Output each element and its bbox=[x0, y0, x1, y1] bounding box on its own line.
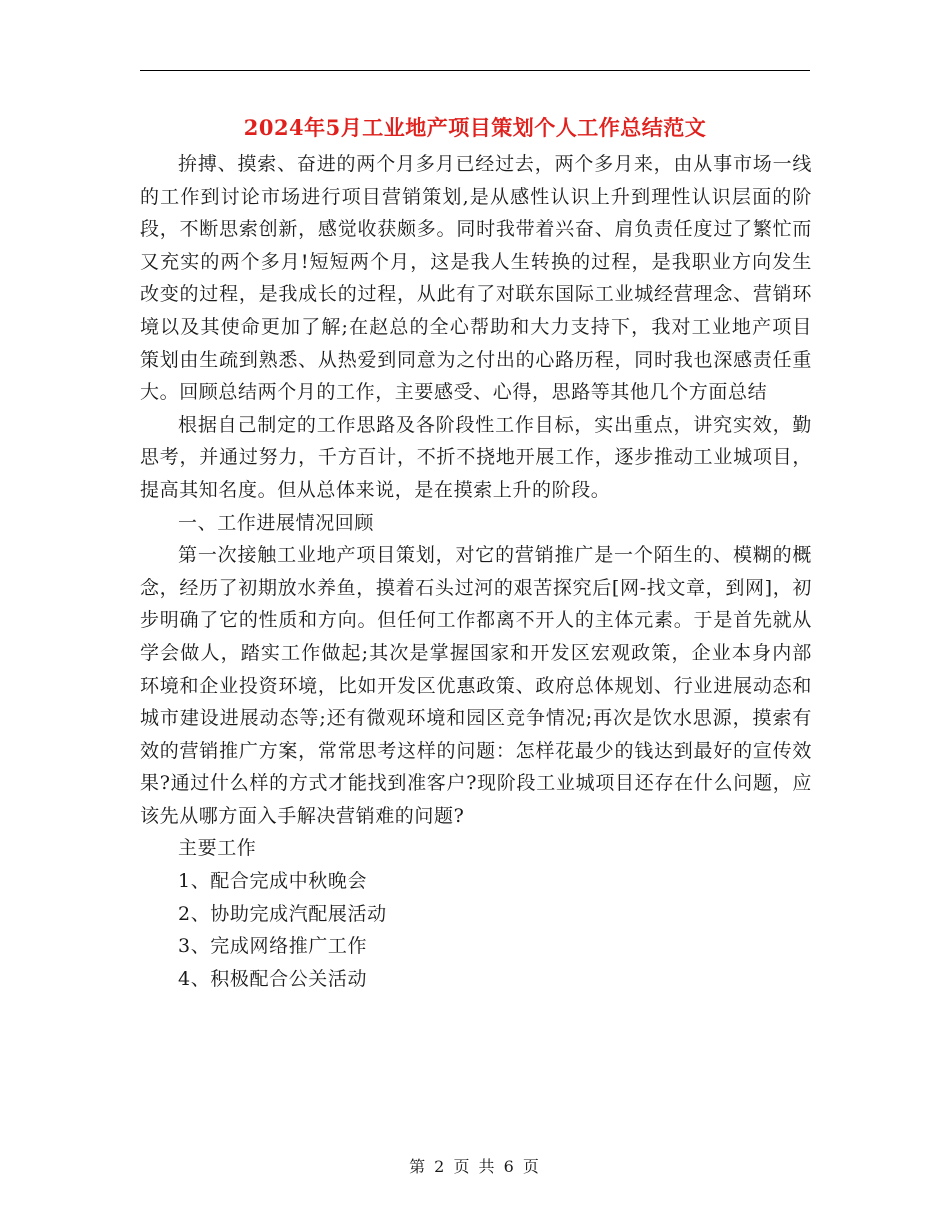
work-list-item: 4、积极配合公关活动 bbox=[178, 967, 368, 990]
header-rule bbox=[140, 70, 810, 71]
subsection-heading: 主要工作 bbox=[178, 837, 257, 860]
document-body bbox=[140, 148, 812, 995]
work-list-item: 3、完成网络推广工作 bbox=[178, 935, 368, 958]
body-paragraph: 根据自己制定的工作思路及各阶段性工作目标，实出重点，讲究实效，勤思考，并通过努力，千方百计，不折不挠地开展工作，逐步推动工业城项目，提高其知名度。但从总体来说，是在摸索上升的阶段。 bbox=[140, 413, 812, 501]
body-paragraph: 拚搏、摸索、奋进的两个月多月已经过去，两个多月来，由从事市场一线的工作到讨论市场进行项目营销策划,是从感性认识上升到理性认识层面的阶段，不断思索创新，感觉收获颇多。同时我带着兴奋、肩负责任度过了繁忙而又充实的两个多月!短短两个月，这是我人生转换的过程，是我职业方向发生改变的过程，是我成长的过程，从此有了对联东国际工业城经营理念、营销环境以及其使命更加了解;在赵总的全心帮助和大力支持下，我对工业地产项目策划由生疏到熟悉、从热爱到同意为之付出的心路历程，同时我也深感责任重大。回顾总结两个月的工作，主要感受、心得，思路等其他几个方面总结 bbox=[140, 153, 812, 404]
work-list-item: 1、配合完成中秋晚会 bbox=[178, 870, 368, 893]
document-title: 2024年5月工业地产项目策划个人工作总结范文 bbox=[243, 115, 707, 140]
section-heading: 一、工作进展情况回顾 bbox=[178, 511, 375, 534]
body-paragraph: 第一次接触工业地产项目策划，对它的营销推广是一个陌生的、模糊的概念，经历了初期放水养鱼，摸着石头过河的艰苦探究后[网-找文章，到网]，初步明确了它的性质和方向。但任何工作都离不开人的主体元素。于是首先就从学会做人，踏实工作做起;其次是掌握国家和开发区宏观政策，企业本身内部环境和企业投资环境，比如开发区优惠政策、政府总体规划、行业进展动态和城市建设进展动态等;还有微观环境和园区竞争情况;再次是饮水思源，摸索有效的营销推广方案，常常思考这样的问题：怎样花最少的钱达到最好的宣传效果?通过什么样的方式才能找到准客户?现阶段工业城项目还存在什么问题，应该先从哪方面入手解决营销难的问题? bbox=[140, 544, 812, 827]
work-list-item: 2、协助完成汽配展活动 bbox=[178, 902, 387, 925]
page-number-footer: 第 2 页 共 6 页 bbox=[409, 1157, 541, 1176]
